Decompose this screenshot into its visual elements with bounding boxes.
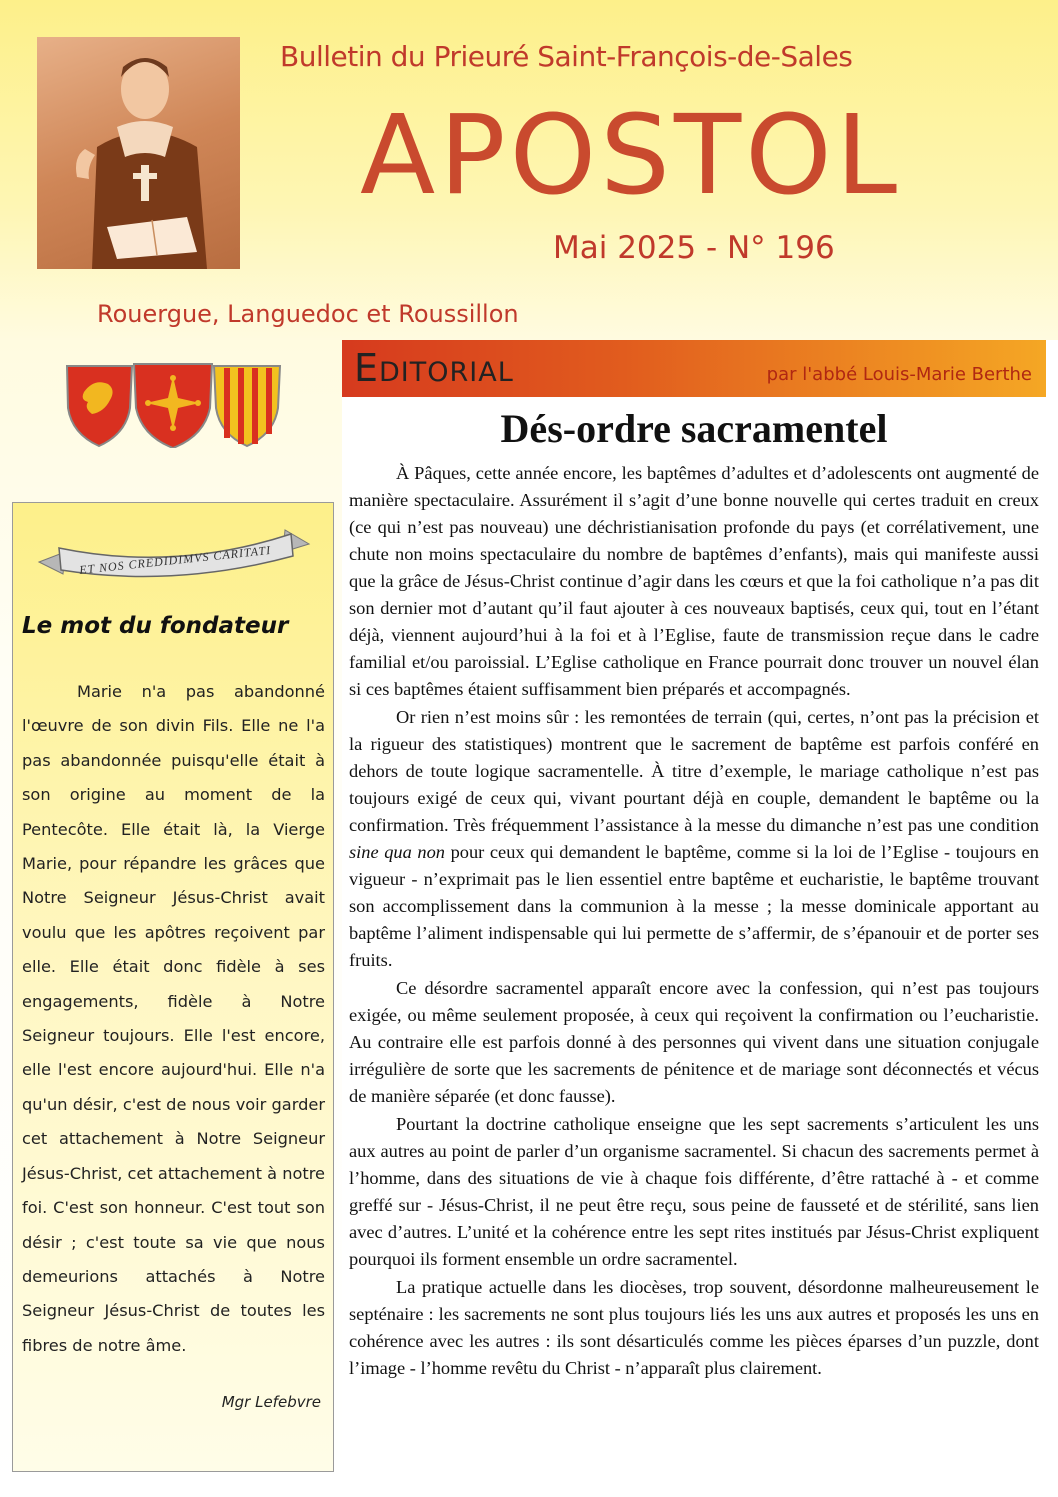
article-paragraph: Pourtant la doctrine catholique enseigne que les sept sacrements s’articulent les uns aux autres au point de parler d’un organisme sacramentel. Si chacun des sacrements permet à l’homme, dans des situations de vie à chaque fois différente, d’être rattaché à - et comme greffé sur - Jésus-Christ, il ne peut être reçu, sous peine de fausseté et de stérilité, sans lien avec d’autres. L’unité et la cohérence entre les sept rites institués par Jésus-Christ expliquent pourquoi ils forment ensemble un ordre sacramentel. bbox=[349, 1114, 1039, 1269]
article-paragraph: Ce désordre sacramentel apparaît encore avec la confession, qui n’est pas toujours exigée, ou même seulement proposée, à ceux qui reçoivent la confirmation ou l’eucharistie. Au contraire elle est parfois donné à des personnes qui vivent dans une situation conjugale irrégulière de sorte que les sacrements de pénitence et de mariage sont déconnectés et vécus de manière séparée (et donc fausse). bbox=[349, 978, 1039, 1106]
editorial-bar bbox=[342, 340, 1046, 397]
article-text: pour ceux qui demandent le baptême, comme si la loi de l’Eglise - toujours en vigueur - n’exprimait pas le lien essentiel entre baptême et eucharistie, le baptême trouvant son accomplissement dans la communion à la messe ; la messe dominicale apportant au baptême l’aliment indispensable qui lui permette de s’affermir, de s’épanouir et de porter ses fruits. bbox=[349, 842, 1039, 970]
coats-of-arms bbox=[64, 356, 284, 448]
article-title: Dés-ordre sacramentel bbox=[500, 406, 888, 451]
motto-text: ET NOS CREDIDIMVS CARITATI bbox=[78, 542, 272, 578]
article-paragraph: À Pâques, cette année encore, les baptêmes d’adultes et d’adolescents ont augmenté de manière spectaculaire. Assurément il s’agit d’une bonne nouvelle qui certes traduit en creux (ce qui n’est pas nouveau) une déchristianisation profonde du pays (et corrélativement, une chute non moins spectaculaire du nombre de baptêmes d’enfants), mais qui manifeste aussi que la grâce de Jésus-Christ continue d’agir dans les cœurs et que la foi catholique n’a pas dit son dernier mot d’autant qu’il faut ajouter à ces nouveaux baptisés, ceux qui, tout en l’étant déjà, viennent aujourd’hui à la foi et à l’Eglise, faute de transmission reçue dans le cadre familial et/ou paroissial. L’Eglise catholique en France pourrait donc trouver un nouvel élan si ces baptêmes étaient suffisamment bien préparés et accompagnés. bbox=[349, 463, 1039, 699]
brand-title: APOSTOL bbox=[360, 91, 902, 219]
sidebar-title: Le mot du fondateur bbox=[22, 613, 289, 639]
issue-number: Mai 2025 - N° 196 bbox=[553, 230, 835, 266]
region-label: Rouergue, Languedoc et Roussillon bbox=[97, 300, 519, 328]
article-paragraph: La pratique actuelle dans les diocèses, trop souvent, désordonne malheureusement le septénaire : les sacrements ne sont plus toujours liés les uns aux autres et proposés les uns en cohérence avec les autres : ils sont désarticulés comme les pièces éparses d’un puzzle, dont l’image - l’homme revêtu du Christ - n’apparaît plus clairement. bbox=[349, 1277, 1039, 1378]
article-italic: sine qua non bbox=[349, 842, 445, 862]
catalan-stripes-shield-icon bbox=[214, 366, 280, 446]
founder-quote: Marie n'a pas abandonné l'œuvre de son divin Fils. Elle ne l'a pas abandonnée puisqu'elle était à son origine au moment de la Pentecôte. Elle était là, la Vierge Marie, pour répandre les grâces que Notre Seigneur Jésus-Christ avait voulu que les apôtres reçoivent par elle. Elle était donc fidèle à ses engagements, fidèle à Notre Seigneur toujours. Elle l'est encore, elle l'est encore aujourd'hui. Elle n'a qu'un désir, c'est de nous voir garder cet attachement à Notre Seigneur Jésus-Christ, cet attachement à notre foi. C'est son honneur. C'est tout son désir ; c'est toute sa vie que nous demeurions attachés à Notre Seigneur Jésus-Christ de toutes les fibres de notre âme. bbox=[22, 682, 325, 1355]
editorial-author: par l'abbé Louis-Marie Berthe bbox=[766, 364, 1032, 385]
article-body bbox=[349, 460, 1039, 1383]
article-text: Or rien n’est moins sûr : les remontées de terrain (qui, certes, n’ont pas la précision et la rigueur des statistiques) montrent que le sacrement de baptême est parfois conféré en dehors de toute logique sacramentelle. À titre d’exemple, le mariage catholique n’est pas toujours exigé de ceux qui, vivant pourtant déjà en couple, demandent le baptême ou la confirmation. Très fréquemment l’assistance à la messe du dimanche n’est pas une condition bbox=[349, 707, 1039, 835]
article-paragraph bbox=[349, 704, 1039, 974]
saint-portrait-icon bbox=[37, 37, 240, 269]
quote-signature: Mgr Lefebvre bbox=[221, 1393, 321, 1411]
occitan-cross-shield-icon bbox=[134, 364, 212, 448]
motto-banner bbox=[35, 522, 313, 578]
founder-quote-box bbox=[12, 502, 334, 1472]
editorial-label: Editorial bbox=[354, 346, 514, 390]
bulletin-subtitle: Bulletin du Prieuré Saint-François-de-Sales bbox=[280, 40, 853, 73]
lion-shield-icon bbox=[67, 366, 132, 446]
